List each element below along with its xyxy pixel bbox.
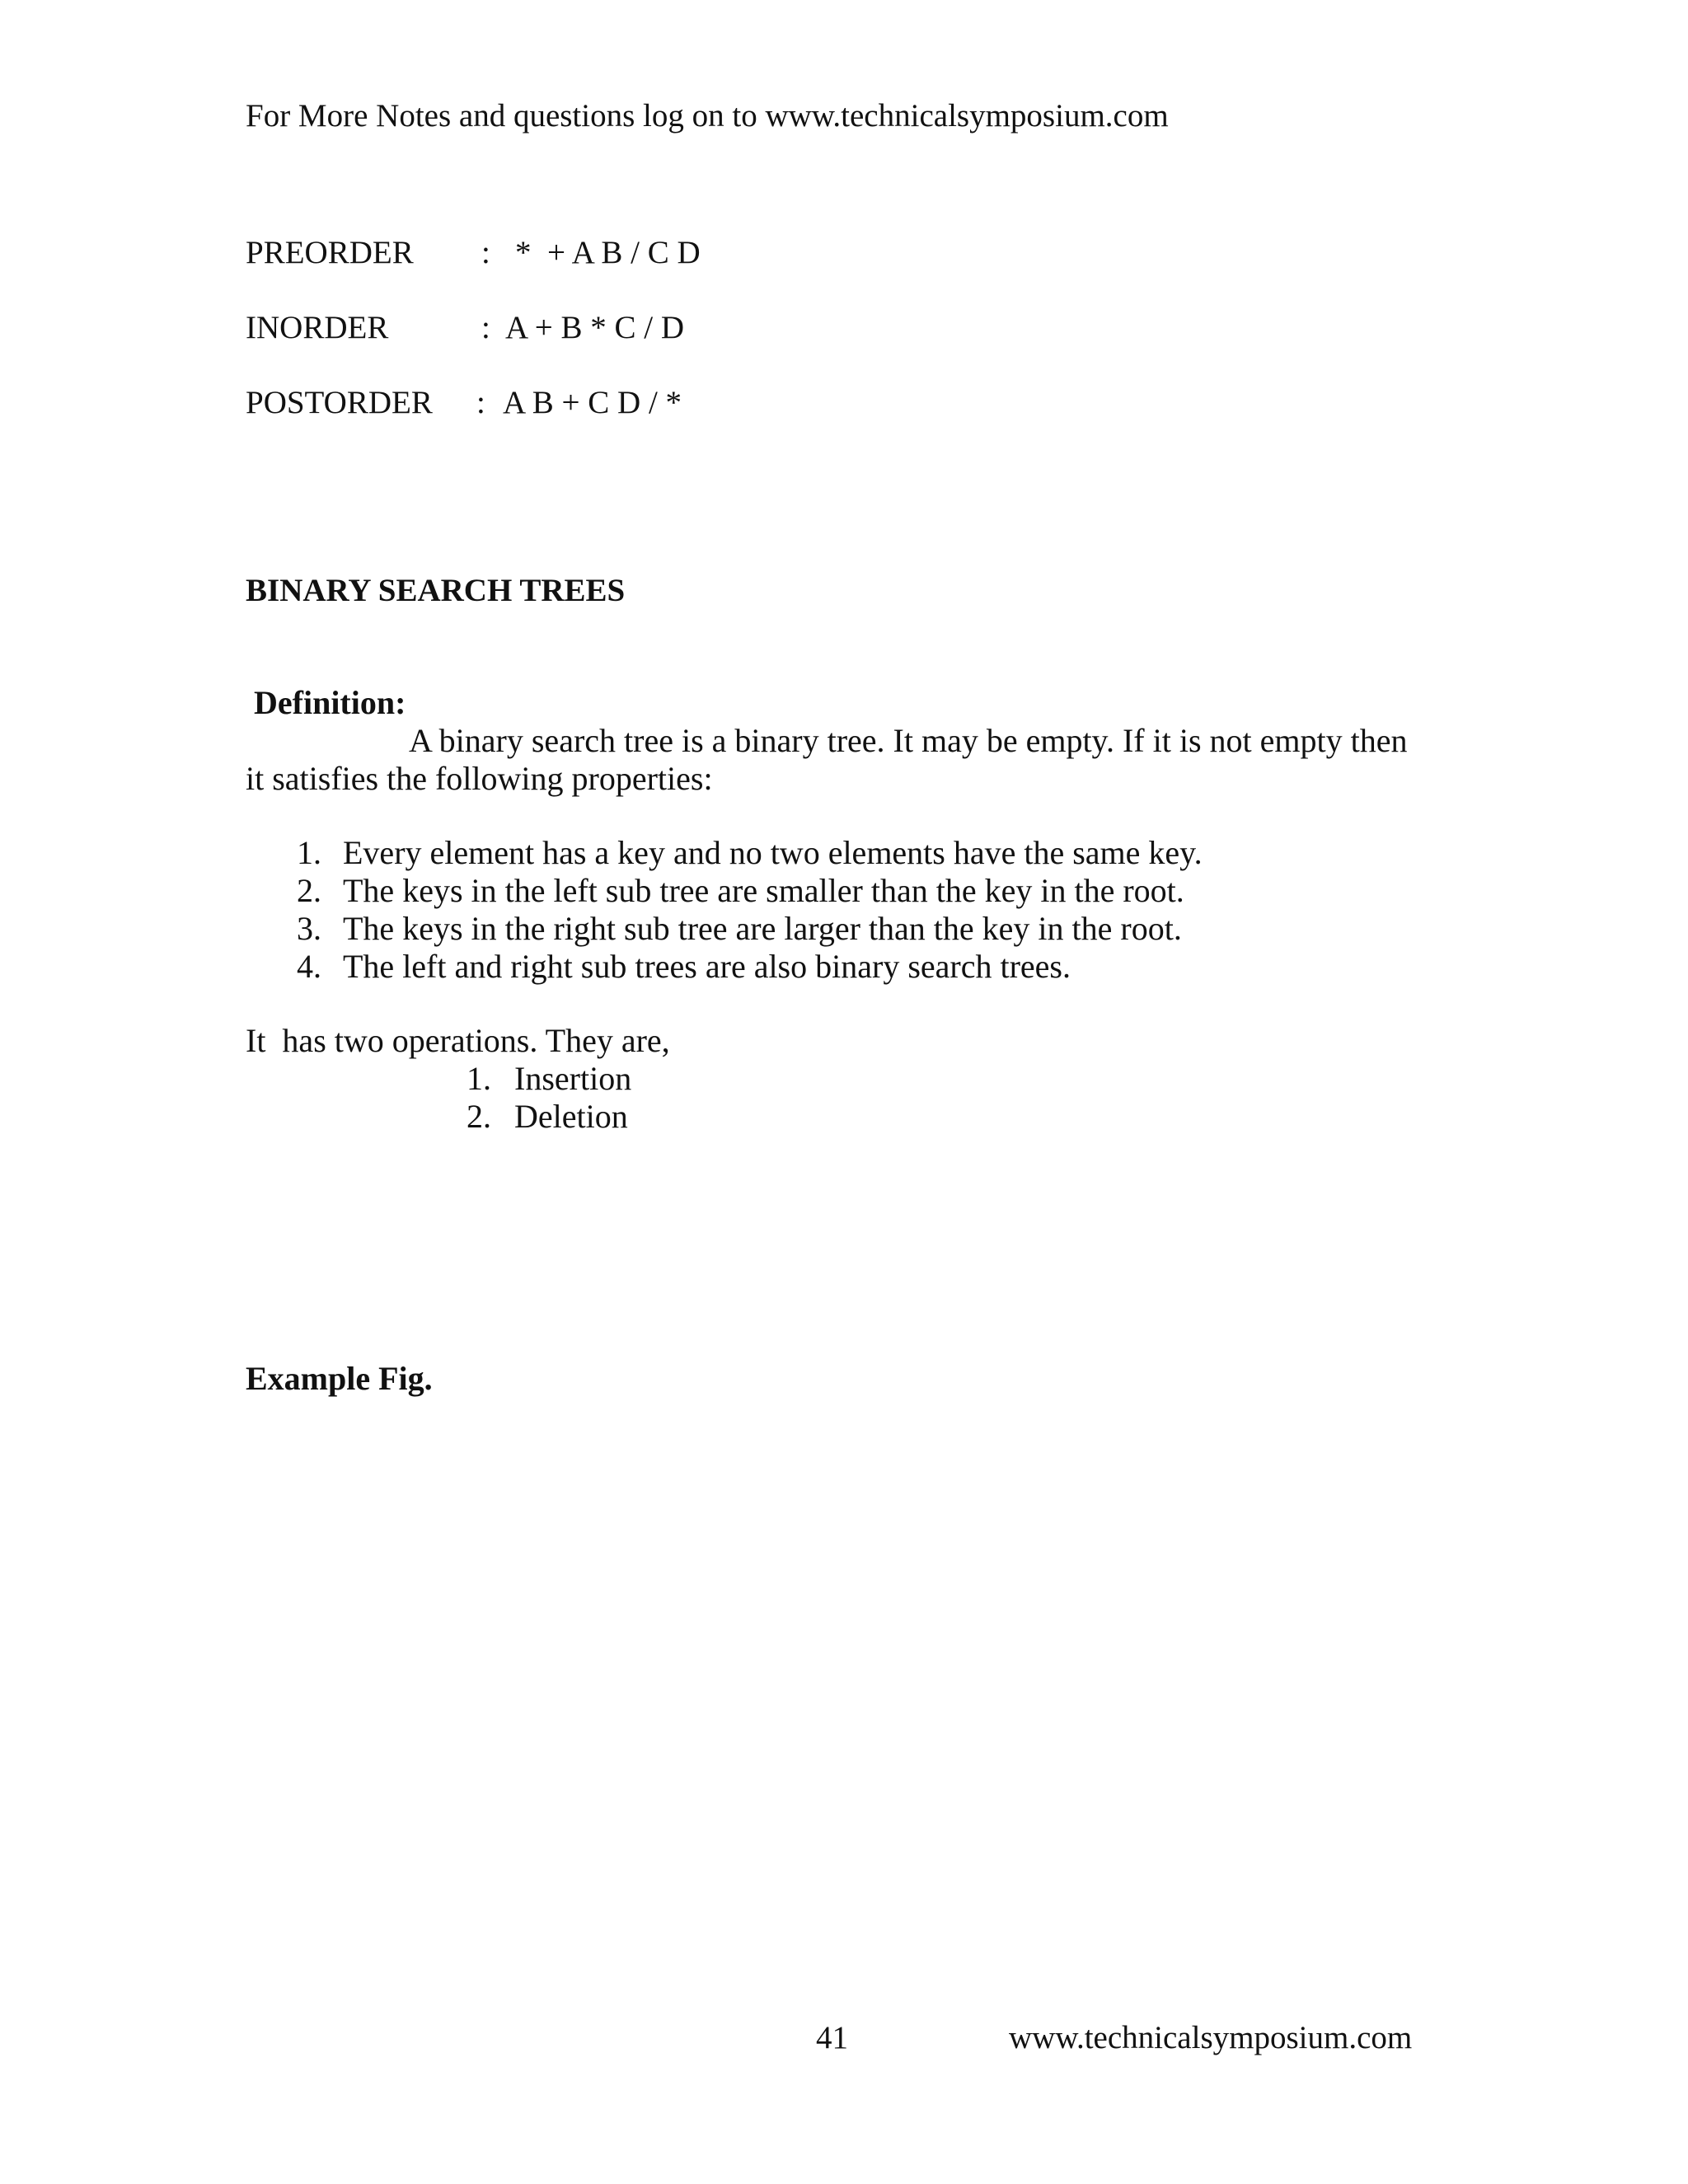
traversal-colon: : bbox=[481, 235, 490, 270]
example-heading: Example Fig. bbox=[246, 1360, 433, 1397]
section-title: BINARY SEARCH TREES bbox=[246, 573, 626, 608]
list-number: 2. bbox=[467, 1098, 491, 1135]
definition-heading: Definition: bbox=[254, 684, 406, 721]
traversal-label: POSTORDER bbox=[246, 385, 433, 420]
traversal-label: INORDER bbox=[246, 310, 389, 345]
footer-site: www.technicalsymposium.com bbox=[1009, 2020, 1413, 2055]
traversal-value: * + A B / C D bbox=[515, 235, 701, 270]
operations-intro: It has two operations. They are, bbox=[246, 1022, 670, 1059]
traversal-colon: : bbox=[481, 310, 490, 345]
list-text: Insertion bbox=[514, 1060, 632, 1097]
traversal-colon: : bbox=[476, 385, 485, 420]
header-note: For More Notes and questions log on to www.technicalsymposium.com bbox=[246, 98, 1169, 134]
list-text: Every element has a key and no two elements have the same key. bbox=[343, 834, 1203, 871]
list-number: 2. bbox=[297, 872, 321, 909]
list-number: 1. bbox=[297, 834, 321, 871]
list-number: 3. bbox=[297, 910, 321, 947]
definition-line: it satisfies the following properties: bbox=[246, 760, 713, 797]
definition-line: A binary search tree is a binary tree. It may be empty. If it is not empty then bbox=[409, 722, 1408, 759]
list-text: The left and right sub trees are also binary search trees. bbox=[343, 948, 1071, 985]
list-text: The keys in the right sub tree are larger than the key in the root. bbox=[343, 910, 1182, 947]
traversal-value: A B + C D / * bbox=[503, 385, 682, 420]
traversal-label: PREORDER bbox=[246, 235, 414, 270]
traversal-value: A + B * C / D bbox=[505, 310, 685, 345]
list-number: 4. bbox=[297, 948, 321, 985]
list-text: Deletion bbox=[514, 1098, 628, 1135]
list-number: 1. bbox=[467, 1060, 491, 1097]
page-number: 41 bbox=[816, 2020, 848, 2055]
list-text: The keys in the left sub tree are smaller than the key in the root. bbox=[343, 872, 1184, 909]
